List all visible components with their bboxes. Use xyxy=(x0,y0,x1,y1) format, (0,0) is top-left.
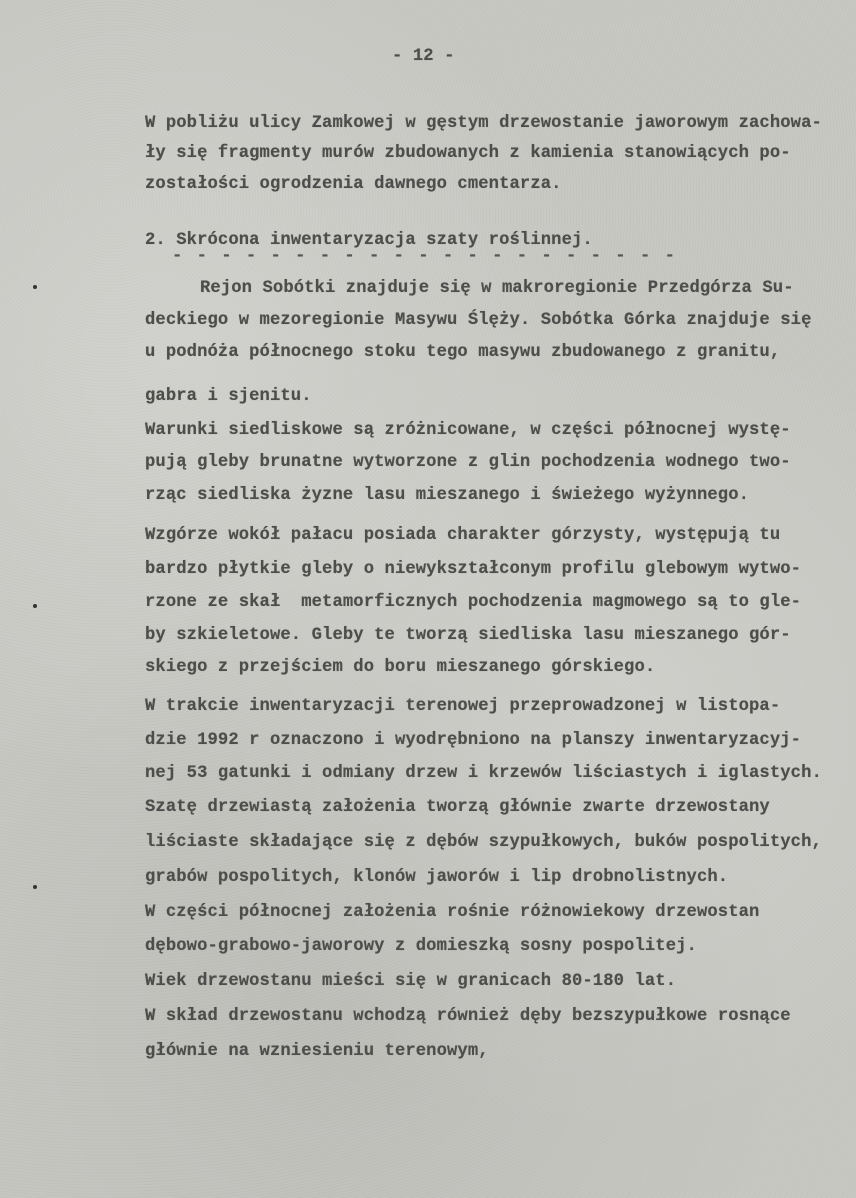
text-line: ły się fragmenty murów zbudowanych z kamienia stanowiących po- xyxy=(145,144,791,163)
text-line: dzie 1992 r oznaczono i wyodrębniono na planszy inwentaryzacyj- xyxy=(145,731,802,750)
text-line: W pobliżu ulicy Zamkowej w gęstym drzewostanie jaworowym zachowa- xyxy=(145,114,822,133)
text-line: gabra i sjenitu. xyxy=(145,387,312,406)
text-line: dębowo-grabowo-jaworowy z domieszką sosny pospolitej. xyxy=(145,937,697,956)
text-line: liściaste składające się z dębów szypułkowych, buków pospolitych, xyxy=(145,833,822,852)
punch-mark xyxy=(33,285,37,289)
text-line: rząc siedliska żyzne lasu mieszanego i świeżego wyżynnego. xyxy=(145,486,750,505)
text-line: nej 53 gatunki i odmiany drzew i krzewów liściastych i iglastych. xyxy=(145,764,822,783)
text-line: skiego z przejściem do boru mieszanego górskiego. xyxy=(145,658,656,677)
punch-mark xyxy=(33,604,37,608)
page-number: - 12 - xyxy=(392,47,455,66)
text-line: rzone ze skał metamorficznych pochodzenia magmowego są to gle- xyxy=(145,593,802,612)
text-line: pują gleby brunatne wytworzone z glin pochodzenia wodnego two- xyxy=(145,453,791,472)
section-heading: 2. Skrócona inwentaryzacja szaty roślinnej. xyxy=(145,231,593,250)
text-line: W skład drzewostanu wchodzą również dęby bezszypułkowe rosnące xyxy=(145,1007,791,1026)
text-line: deckiego w mezoregionie Masywu Ślęży. Sobótka Górka znajduje się xyxy=(145,311,812,330)
text-line: Szatę drzewiastą założenia tworzą głównie zwarte drzewostany xyxy=(145,798,770,817)
text-line: głównie na wzniesieniu terenowym, xyxy=(145,1042,489,1061)
text-line: Wiek drzewostanu mieści się w granicach 80-180 lat. xyxy=(145,972,677,991)
text-line: Rejon Sobótki znajduje się w makroregionie Przedgórza Su- xyxy=(200,279,794,298)
text-line: Warunki siedliskowe są zróżnicowane, w części północnej wystę- xyxy=(145,421,791,440)
text-line: Wzgórze wokół pałacu posiada charakter górzysty, występują tu xyxy=(145,526,781,545)
heading-underline: - - - - - - - - - - - - - - - - - - - - - xyxy=(172,247,677,266)
text-line: W części północnej założenia rośnie różnowiekowy drzewostan xyxy=(145,903,760,922)
text-line: W trakcie inwentaryzacji terenowej przeprowadzonej w listopa- xyxy=(145,697,781,716)
text-line: by szkieletowe. Gleby te tworzą siedliska lasu mieszanego gór- xyxy=(145,626,791,645)
text-line: bardzo płytkie gleby o niewykształconym profilu glebowym wytwo- xyxy=(145,560,802,579)
text-line: u podnóża północnego stoku tego masywu zbudowanego z granitu, xyxy=(145,343,781,362)
punch-mark xyxy=(33,885,37,889)
text-line: zostałości ogrodzenia dawnego cmentarza. xyxy=(145,175,562,194)
text-line: grabów pospolitych, klonów jaworów i lip drobnolistnych. xyxy=(145,868,729,887)
